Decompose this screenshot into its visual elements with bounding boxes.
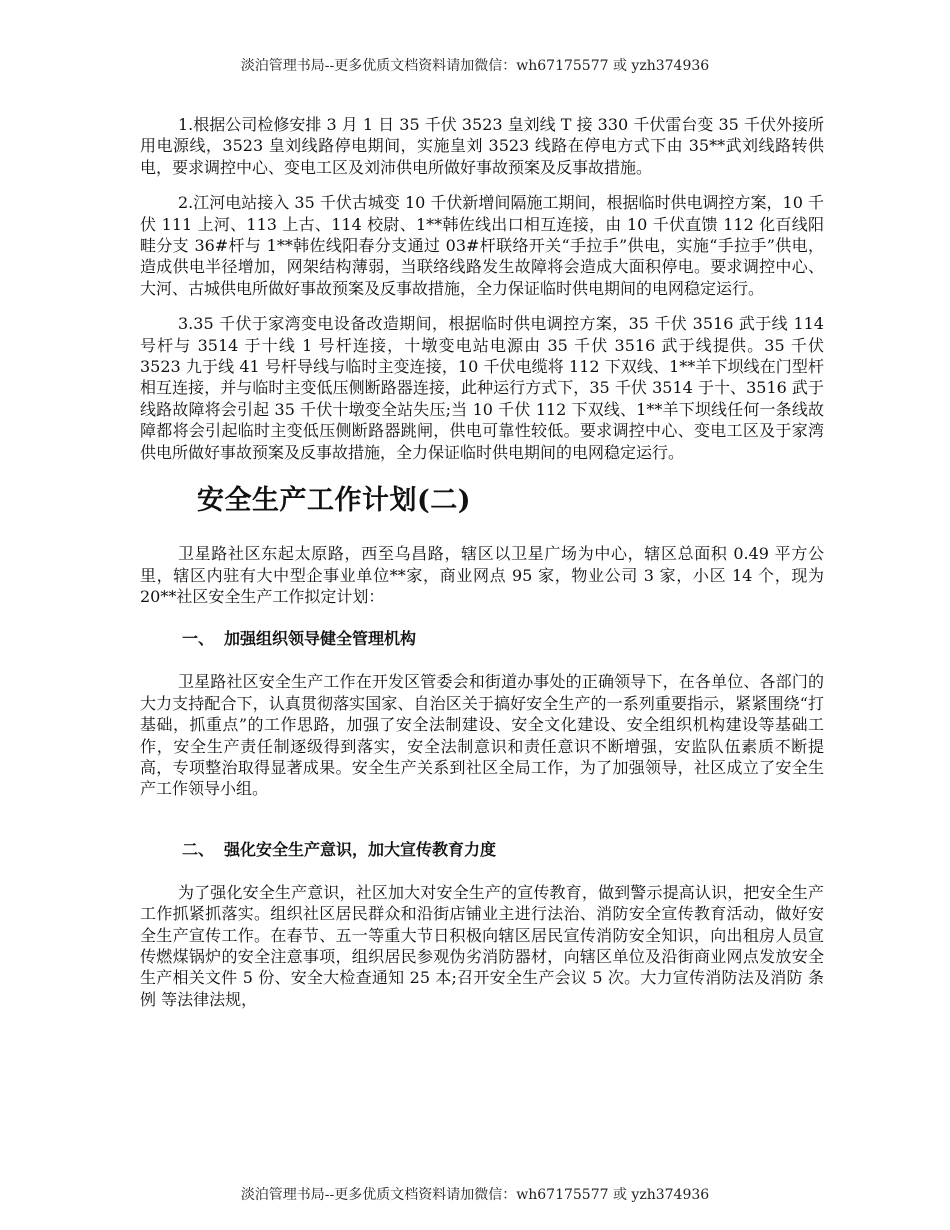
document-body [140,114,824,1010]
subheading-number: 一、 [182,629,215,649]
subheading-text: 强化安全生产意识，加大宣传教育力度 [224,839,497,859]
paragraph-yujiawan-substation: 3.35 千伏于家湾变电设备改造期间，根据临时供电调控方案，35 千伏 3516 武于线 114 号杆与 3514 于十线 1 号杆连接，十墩变电站电源由 35 千伏 3516 武于线提供。35 千伏 3523 九于线 41 号杆导线与临时主变连接，10 千伏电缆将 112 下双线、1**羊下坝线在门型杆相互连接，并与临时主变低压侧断路器连接，此种运行方式下，35 千伏 3514 于十、3516 武于线路故障将会引起 35 千伏十墩变全站失压;当 10 千伏 112 下双线、1**羊下坝线任何一条线故障都将会引起临时主变低压侧断路器跳闸，供电可靠性较低。要求调控中心、变电工区及于家湾供电所做好事故预案及反事故措施，全力保证临时供电期间的电网稳定运行。 [140,314,824,462]
paragraph-community-intro: 卫星路社区东起太原路，西至乌昌路，辖区以卫星广场为中心，辖区总面积 0.49 平方公里，辖区内驻有大中型企事业单位**家，商业网点 95 家，物业公司 3 家，小区 14 个，现为 20**社区安全生产工作拟定计划： [140,544,824,606]
paragraph-awareness: 为了强化安全生产意识，社区加大对安全生产的宣传教育，做到警示提高认识，把安全生产工作抓紧抓落实。组织社区居民群众和沿街店铺业主进行法治、消防安全宣传教育活动，做好安全生产宣传工作。在春节、五一等重大节日积极向辖区居民宣传消防安全知识，向出租房人员宣传燃煤锅炉的安全注意事项，组织居民参观伪劣消防器材，向辖区单位及沿街商业网点发放安全生产相关文件 5 份、安全大检查通知 25 本;召开安全生产会议 5 次。大力宣传消防法及消防 条例 等法律法规， [140,882,824,1009]
section-title: 安全生产工作计划(二) [197,485,472,517]
page-footer: 淡泊管理书局--更多优质文档资料请加微信：wh67175577 或 yzh374936 [240,1187,710,1203]
paragraph-maintenance-plan: 1.根据公司检修安排 3 月 1 日 35 千伏 3523 皇刘线 T 接 330 千伏雷台变 35 千伏外接所用电源线，3523 皇刘线路停电期间，实施皇刘 3523 线路在停电方式下由 35**武刘线路转供电，要求调控中心、变电工区及刘沛供电所做好事故预案及反事故措施。 [140,115,824,177]
page-header: 淡泊管理书局--更多优质文档资料请加微信：wh67175577 或 yzh374936 [240,58,710,74]
subheading-organization [182,629,824,649]
paragraph-organization: 卫星路社区安全生产工作在开发区管委会和街道办事处的正确领导下，在各单位、各部门的大力支持配合下，认真贯彻落实国家、自治区关于搞好安全生产的一系列重要指示，紧紧围绕“打基础，抓重点”的工作思路，加强了安全法制建设、安全文化建设、安全组织机构建设等基础工作，安全生产责任制逐级得到落实，安全法制意识和责任意识不断增强，安监队伍素质不断提高，专项整治取得显著成果。安全生产关系到社区全局工作，为了加强领导，社区成立了安全生产工作领导小组。 [140,672,824,799]
paragraph-jianghe-station: 2.江河电站接入 35 千伏古城变 10 千伏新增间隔施工期间，根据临时供电调控方案，10 千伏 111 上河、113 上古、114 校尉、1**韩佐线出口相互连接，由 10 千伏直馈 112 化百线阳畦分支 36#杆与 1**韩佐线阳春分支通过 03#杆联络开关“手拉手”供电，实施“手拉手”供电，造成供电半径增加，网架结构薄弱，当联络线路发生故障将会造成大面积停电。要求调控中心、大河、古城供电所做好事故预案及反事故措施，全力保证临时供电期间的电网稳定运行。 [140,193,824,298]
subheading-number: 二、 [182,839,215,859]
subheading-awareness [182,840,824,860]
subheading-text: 加强组织领导健全管理机构 [224,629,417,649]
